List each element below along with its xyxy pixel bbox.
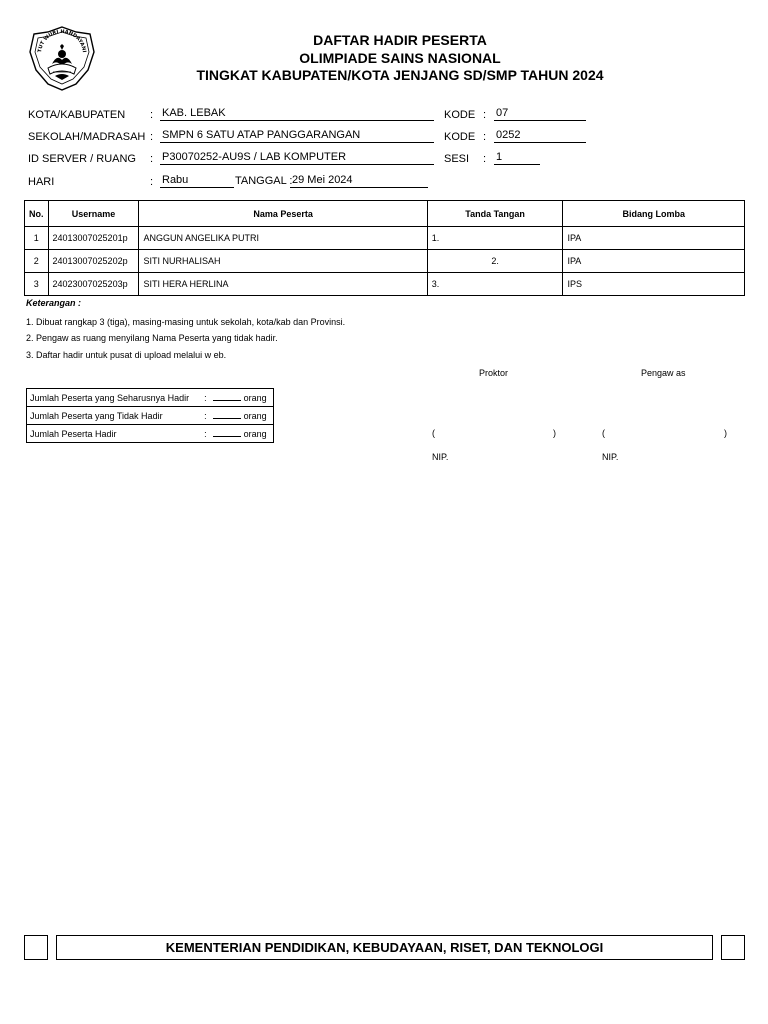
pengawas-label: Pengaw as: [641, 368, 686, 378]
cell-tanda-tangan: 3.: [427, 273, 563, 296]
tanggal-label: TANGGAL :: [235, 175, 293, 187]
summary-value: [210, 407, 273, 425]
tanggal-value: 29 Mei 2024: [290, 173, 428, 188]
keterangan-item: 2. Pengaw as ruang menyilang Nama Peserta yang tidak hadir.: [26, 333, 278, 343]
colon: :: [150, 153, 154, 165]
footer-ministry-name: KEMENTERIAN PENDIDIKAN, KEBUDAYAAN, RISET, DAN TEKNOLOGI: [56, 935, 713, 960]
hari-label: HARI: [28, 176, 55, 188]
colon: :: [150, 109, 154, 121]
cell-no: 2: [25, 250, 49, 273]
kode-sekolah-label: KODE: [444, 131, 476, 143]
cell-tanda-tangan: 1.: [427, 227, 563, 250]
table-row: [25, 227, 745, 250]
cell-no: 3: [25, 273, 49, 296]
server-value: P30070252-AU9S / LAB KOMPUTER: [160, 150, 434, 165]
kode-kota-label: KODE: [444, 109, 476, 121]
hari-value: Rabu: [160, 173, 234, 188]
summary-label: Jumlah Peserta yang Tidak Hadir: [27, 407, 202, 425]
table-row: [25, 250, 745, 273]
keterangan-title: Keterangan :: [26, 298, 82, 308]
summary-unit: orang: [243, 410, 267, 421]
col-header-bidang: Bidang Lomba: [563, 201, 745, 227]
cell-username: 24023007025203p: [48, 273, 139, 296]
summary-separator: :: [201, 425, 210, 443]
document-title: DAFTAR HADIR PESERTA: [313, 32, 487, 48]
pengawas-nip-label: NIP.: [602, 452, 619, 462]
table-row: [25, 273, 745, 296]
sesi-value: 1: [494, 150, 540, 165]
summary-unit: orang: [243, 428, 267, 439]
col-header-no: No.: [25, 201, 49, 227]
attendance-summary-table: [26, 388, 274, 443]
summary-row: [27, 389, 274, 407]
sesi-label: SESI: [444, 153, 470, 165]
colon: :: [150, 131, 154, 143]
colon: :: [150, 176, 154, 188]
cell-username: 24013007025202p: [48, 250, 139, 273]
cell-bidang: IPS: [563, 273, 745, 296]
proktor-name-close-paren: ): [553, 428, 556, 438]
cell-nama: ANGGUN ANGELIKA PUTRI: [139, 227, 427, 250]
event-title: OLIMPIADE SAINS NASIONAL: [299, 50, 501, 66]
summary-label: Jumlah Peserta yang Seharusnya Hadir: [27, 389, 202, 407]
cell-bidang: IPA: [563, 227, 745, 250]
keterangan-item: 1. Dibuat rangkap 3 (tiga), masing-masing untuk sekolah, kota/kab dan Provinsi.: [26, 317, 346, 327]
col-header-username: Username: [48, 201, 139, 227]
proktor-nip-label: NIP.: [432, 452, 449, 462]
tut-wuri-handayani-logo: [26, 24, 98, 92]
pengawas-name-close-paren: ): [724, 428, 727, 438]
colon: :: [483, 109, 487, 121]
kode-sekolah-value: 0252: [494, 128, 586, 143]
kode-kota-value: 07: [494, 106, 586, 121]
summary-separator: :: [201, 407, 210, 425]
table-header-row: [25, 201, 745, 227]
summary-value: [210, 425, 273, 443]
proktor-label: Proktor: [479, 368, 509, 378]
keterangan-item: 3. Daftar hadir untuk pusat di upload melalui w eb.: [26, 350, 227, 360]
event-level-title: TINGKAT KABUPATEN/KOTA JENJANG SD/SMP TAHUN 2024: [196, 67, 604, 83]
kota-label: KOTA/KABUPATEN: [28, 109, 126, 121]
proktor-name-open-paren: (: [432, 428, 435, 438]
footer-left-box: [24, 935, 48, 960]
cell-no: 1: [25, 227, 49, 250]
cell-nama: SITI HERA HERLINA: [139, 273, 427, 296]
sekolah-value: SMPN 6 SATU ATAP PANGGARANGAN: [160, 128, 434, 143]
server-label: ID SERVER / RUANG: [28, 153, 136, 165]
summary-row: [27, 407, 274, 425]
summary-separator: :: [201, 389, 210, 407]
summary-value: [210, 389, 273, 407]
summary-blank-line: [213, 429, 241, 437]
cell-tanda-tangan: 2.: [427, 250, 563, 273]
col-header-tanda-tangan: Tanda Tangan: [427, 201, 563, 227]
pengawas-name-open-paren: (: [602, 428, 605, 438]
summary-blank-line: [213, 411, 241, 419]
cell-username: 24013007025201p: [48, 227, 139, 250]
colon: :: [483, 153, 487, 165]
sekolah-label: SEKOLAH/MADRASAH: [28, 131, 146, 143]
col-header-nama: Nama Peserta: [139, 201, 427, 227]
summary-label: Jumlah Peserta Hadir: [27, 425, 202, 443]
footer-right-box: [721, 935, 745, 960]
kota-value: KAB. LEBAK: [160, 106, 434, 121]
logo-motto: TUT WURI HANDAYANI: [37, 28, 87, 53]
summary-blank-line: [213, 393, 241, 401]
cell-bidang: IPA: [563, 250, 745, 273]
colon: :: [483, 131, 487, 143]
summary-row: [27, 425, 274, 443]
summary-unit: orang: [243, 392, 267, 403]
participant-table: [24, 200, 745, 296]
cell-nama: SITI NURHALISAH: [139, 250, 427, 273]
